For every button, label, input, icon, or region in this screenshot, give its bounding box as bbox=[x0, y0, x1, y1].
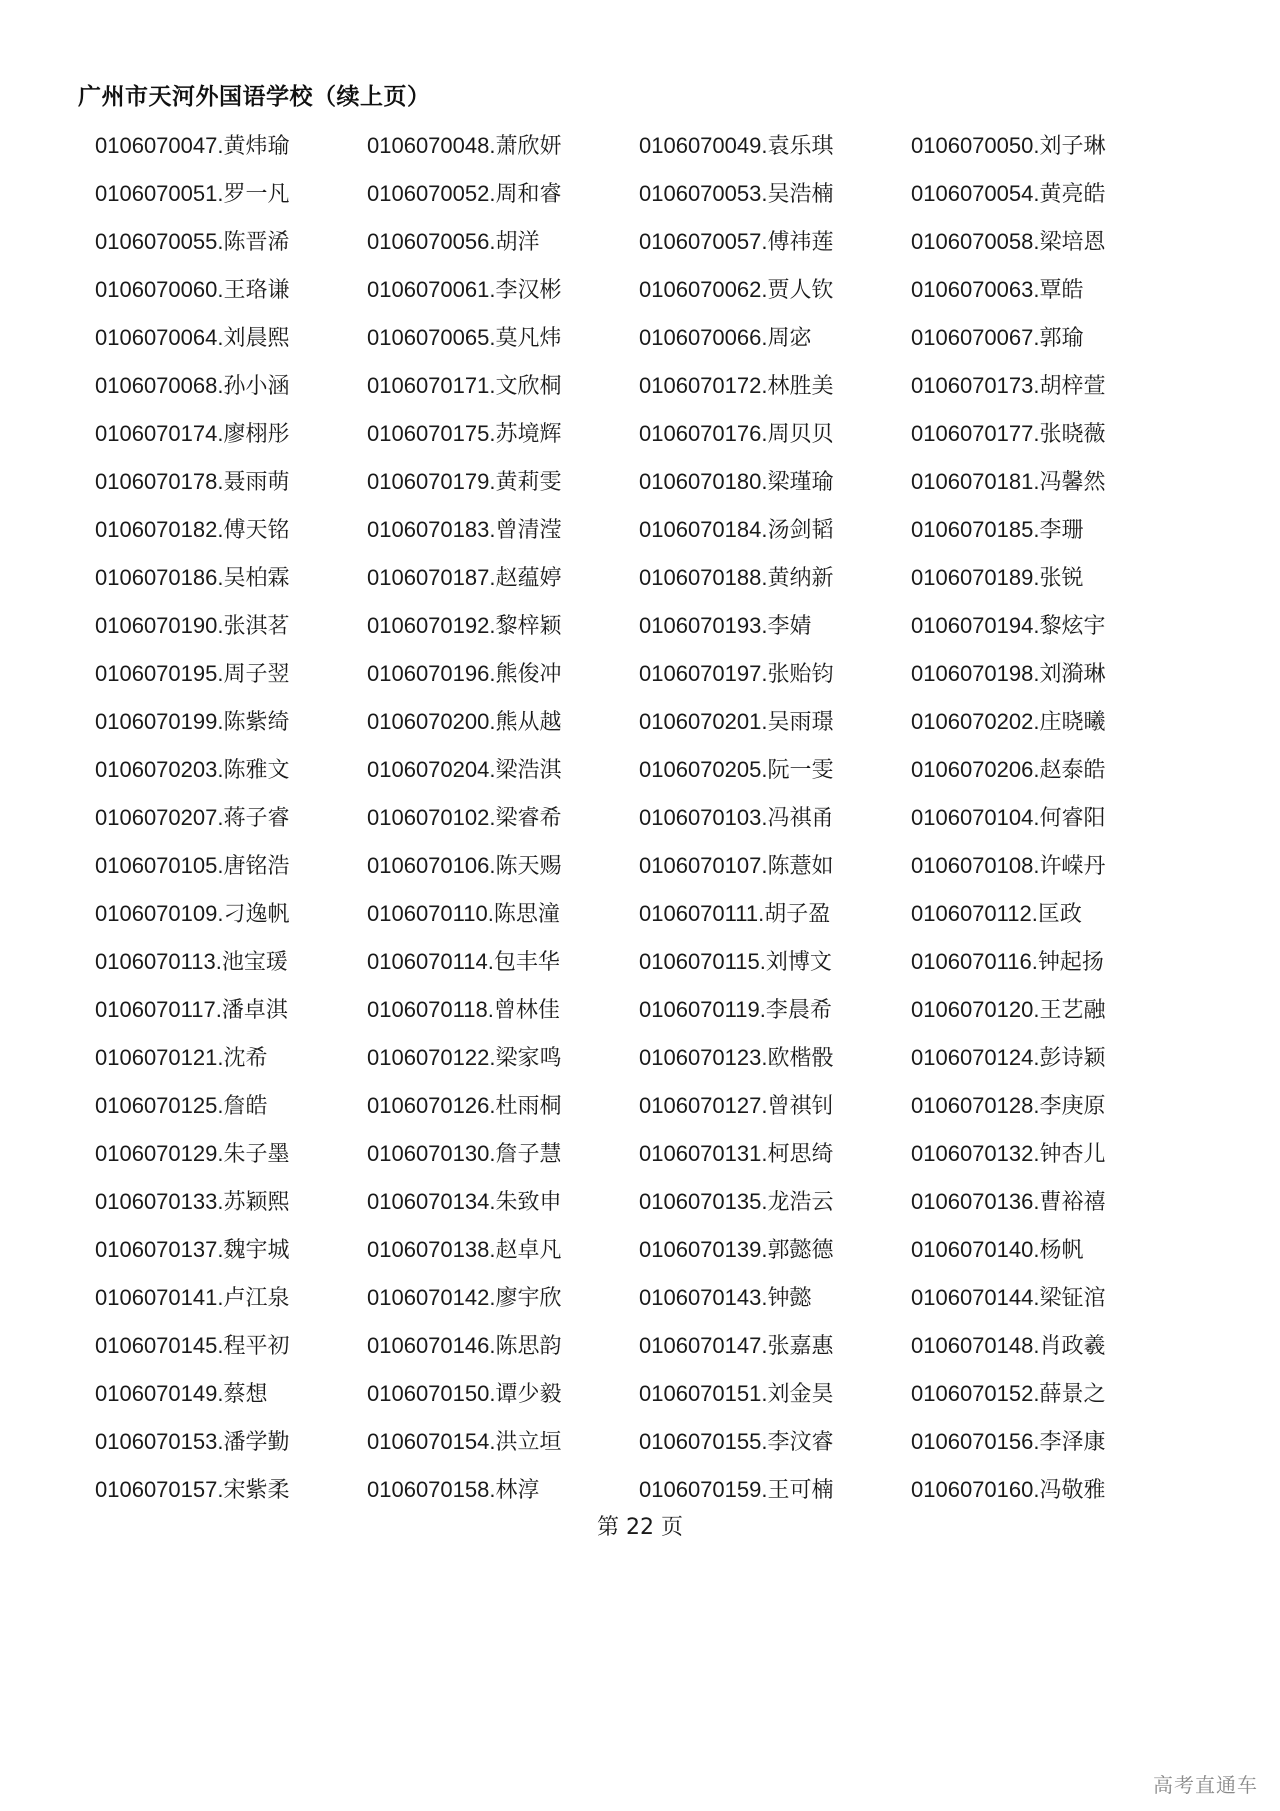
list-item: 0106070050.刘子琳 bbox=[911, 132, 1106, 158]
list-item: 0106070204.梁浩淇 bbox=[367, 756, 562, 782]
list-item: 0106070178.聂雨萌 bbox=[95, 468, 290, 494]
list-item: 0106070136.曹裕禧 bbox=[911, 1188, 1106, 1214]
list-item: 0106070179.黄莉雯 bbox=[367, 468, 562, 494]
page-number: 第 22 页 bbox=[597, 1515, 683, 1540]
list-item: 0106070172.林胜美 bbox=[639, 372, 834, 398]
list-item: 0106070143.钟懿 bbox=[639, 1284, 812, 1310]
list-item: 0106070116.钟起扬 bbox=[911, 948, 1104, 974]
list-item: 0106070109.刁逸帆 bbox=[95, 900, 290, 926]
list-item: 0106070192.黎梓颖 bbox=[367, 612, 562, 638]
list-item: 0106070203.陈雅文 bbox=[95, 756, 290, 782]
list-item: 0106070133.苏颖熙 bbox=[95, 1188, 290, 1214]
list-item: 0106070150.谭少毅 bbox=[367, 1380, 562, 1406]
list-item: 0106070156.李泽康 bbox=[911, 1428, 1106, 1454]
list-item: 0106070202.庄晓曦 bbox=[911, 708, 1106, 734]
list-item: 0106070105.唐铭浩 bbox=[95, 852, 290, 878]
list-item: 0106070054.黄亮皓 bbox=[911, 180, 1106, 206]
list-item: 0106070104.何睿阳 bbox=[911, 804, 1106, 830]
list-item: 0106070065.莫凡炜 bbox=[367, 324, 562, 350]
list-item: 0106070158.林淳 bbox=[367, 1476, 540, 1502]
list-item: 0106070197.张贻钧 bbox=[639, 660, 834, 686]
list-item: 0106070057.傅祎莲 bbox=[639, 228, 834, 254]
list-item: 0106070175.苏境辉 bbox=[367, 420, 562, 446]
list-item: 0106070055.陈晋浠 bbox=[95, 228, 290, 254]
list-item: 0106070137.魏宇城 bbox=[95, 1236, 290, 1262]
list-item: 0106070198.刘漪琳 bbox=[911, 660, 1106, 686]
list-item: 0106070047.黄炜瑜 bbox=[95, 132, 290, 158]
list-item: 0106070068.孙小涵 bbox=[95, 372, 290, 398]
list-item: 0106070118.曾林佳 bbox=[367, 996, 560, 1022]
list-item: 0106070111.胡子盈 bbox=[639, 900, 831, 926]
list-item: 0106070186.吴柏霖 bbox=[95, 564, 290, 590]
list-item: 0106070103.冯祺甬 bbox=[639, 804, 834, 830]
list-item: 0106070123.欧楷骰 bbox=[639, 1044, 834, 1070]
list-item: 0106070155.李汶睿 bbox=[639, 1428, 834, 1454]
list-item: 0106070146.陈思韵 bbox=[367, 1332, 562, 1358]
list-item: 0106070127.曾祺钊 bbox=[639, 1092, 834, 1118]
list-item: 0106070153.潘学勤 bbox=[95, 1428, 290, 1454]
list-item: 0106070067.郭瑜 bbox=[911, 324, 1084, 350]
list-item: 0106070062.贾人钦 bbox=[639, 276, 834, 302]
list-item: 0106070142.廖宇欣 bbox=[367, 1284, 562, 1310]
list-item: 0106070145.程平初 bbox=[95, 1332, 290, 1358]
watermark: 高考直通车 bbox=[1153, 1773, 1258, 1797]
list-item: 0106070160.冯敬雅 bbox=[911, 1476, 1106, 1502]
list-item: 0106070125.詹皓 bbox=[95, 1092, 268, 1118]
list-item: 0106070141.卢江泉 bbox=[95, 1284, 290, 1310]
list-item: 0106070048.萧欣妍 bbox=[367, 132, 562, 158]
list-item: 0106070177.张晓薇 bbox=[911, 420, 1106, 446]
list-item: 0106070140.杨帆 bbox=[911, 1236, 1084, 1262]
list-item: 0106070060.王珞谦 bbox=[95, 276, 290, 302]
list-item: 0106070147.张嘉惠 bbox=[639, 1332, 834, 1358]
list-item: 0106070171.文欣桐 bbox=[367, 372, 562, 398]
list-item: 0106070173.胡梓萱 bbox=[911, 372, 1106, 398]
list-item: 0106070193.李婧 bbox=[639, 612, 812, 638]
list-item: 0106070110.陈思潼 bbox=[367, 900, 560, 926]
list-item: 0106070066.周宓 bbox=[639, 324, 812, 350]
list-item: 0106070064.刘晨熙 bbox=[95, 324, 290, 350]
list-item: 0106070113.池宝瑗 bbox=[95, 948, 288, 974]
list-item: 0106070122.梁家鸣 bbox=[367, 1044, 562, 1070]
list-item: 0106070205.阮一雯 bbox=[639, 756, 834, 782]
list-item: 0106070126.杜雨桐 bbox=[367, 1092, 562, 1118]
list-item: 0106070058.梁培恩 bbox=[911, 228, 1106, 254]
list-item: 0106070138.赵卓凡 bbox=[367, 1236, 562, 1262]
list-item: 0106070144.梁钲涫 bbox=[911, 1284, 1106, 1310]
list-item: 0106070052.周和睿 bbox=[367, 180, 562, 206]
list-item: 0106070196.熊俊冲 bbox=[367, 660, 562, 686]
list-item: 0106070114.包丰华 bbox=[367, 948, 560, 974]
list-item: 0106070201.吴雨璟 bbox=[639, 708, 834, 734]
list-item: 0106070190.张淇茗 bbox=[95, 612, 290, 638]
list-item: 0106070112.匡政 bbox=[911, 900, 1082, 926]
list-item: 0106070107.陈薏如 bbox=[639, 852, 834, 878]
list-item: 0106070129.朱子墨 bbox=[95, 1140, 290, 1166]
list-item: 0106070131.柯思绮 bbox=[639, 1140, 834, 1166]
list-item: 0106070119.李晨希 bbox=[639, 996, 832, 1022]
list-item: 0106070053.吴浩楠 bbox=[639, 180, 834, 206]
list-item: 0106070159.王可楠 bbox=[639, 1476, 834, 1502]
list-item: 0106070195.周子翌 bbox=[95, 660, 290, 686]
list-item: 0106070115.刘博文 bbox=[639, 948, 832, 974]
list-item: 0106070157.宋紫柔 bbox=[95, 1476, 290, 1502]
list-item: 0106070194.黎炫宇 bbox=[911, 612, 1106, 638]
list-item: 0106070176.周贝贝 bbox=[639, 420, 834, 446]
student-list bbox=[95, 120, 1195, 1512]
list-item: 0106070189.张锐 bbox=[911, 564, 1084, 590]
list-item: 0106070135.龙浩云 bbox=[639, 1188, 834, 1214]
list-item: 0106070108.许嵘丹 bbox=[911, 852, 1106, 878]
list-item: 0106070117.潘卓淇 bbox=[95, 996, 288, 1022]
list-item: 0106070128.李庚原 bbox=[911, 1092, 1106, 1118]
list-item: 0106070134.朱致申 bbox=[367, 1188, 562, 1214]
list-item: 0106070056.胡洋 bbox=[367, 228, 540, 254]
list-item: 0106070187.赵蕴婷 bbox=[367, 564, 562, 590]
list-item: 0106070151.刘金昊 bbox=[639, 1380, 834, 1406]
list-item: 0106070206.赵泰皓 bbox=[911, 756, 1106, 782]
list-item: 0106070181.冯馨然 bbox=[911, 468, 1106, 494]
list-item: 0106070051.罗一凡 bbox=[95, 180, 290, 206]
list-item: 0106070188.黄纳新 bbox=[639, 564, 834, 590]
page-title: 广州市天河外国语学校（续上页） bbox=[78, 84, 431, 110]
list-item: 0106070200.熊从越 bbox=[367, 708, 562, 734]
list-item: 0106070124.彭诗颖 bbox=[911, 1044, 1106, 1070]
list-item: 0106070182.傅天铭 bbox=[95, 516, 290, 542]
list-item: 0106070132.钟杏儿 bbox=[911, 1140, 1106, 1166]
list-item: 0106070139.郭懿德 bbox=[639, 1236, 834, 1262]
list-item: 0106070154.洪立垣 bbox=[367, 1428, 562, 1454]
list-item: 0106070184.汤剑韬 bbox=[639, 516, 834, 542]
list-item: 0106070183.曾清滢 bbox=[367, 516, 562, 542]
list-item: 0106070149.蔡想 bbox=[95, 1380, 268, 1406]
list-item: 0106070148.肖政羲 bbox=[911, 1332, 1106, 1358]
list-item: 0106070207.蒋子睿 bbox=[95, 804, 290, 830]
list-item: 0106070102.梁睿希 bbox=[367, 804, 562, 830]
list-item: 0106070120.王艺融 bbox=[911, 996, 1106, 1022]
list-item: 0106070152.薛景之 bbox=[911, 1380, 1106, 1406]
list-item: 0106070130.詹子慧 bbox=[367, 1140, 562, 1166]
list-item: 0106070199.陈紫绮 bbox=[95, 708, 290, 734]
list-item: 0106070063.覃皓 bbox=[911, 276, 1084, 302]
list-item: 0106070106.陈天赐 bbox=[367, 852, 562, 878]
list-item: 0106070174.廖栩彤 bbox=[95, 420, 290, 446]
list-item: 0106070049.袁乐琪 bbox=[639, 132, 834, 158]
list-item: 0106070121.沈希 bbox=[95, 1044, 268, 1070]
list-item: 0106070180.梁瑾瑜 bbox=[639, 468, 834, 494]
list-item: 0106070061.李汉彬 bbox=[367, 276, 562, 302]
list-item: 0106070185.李珊 bbox=[911, 516, 1084, 542]
